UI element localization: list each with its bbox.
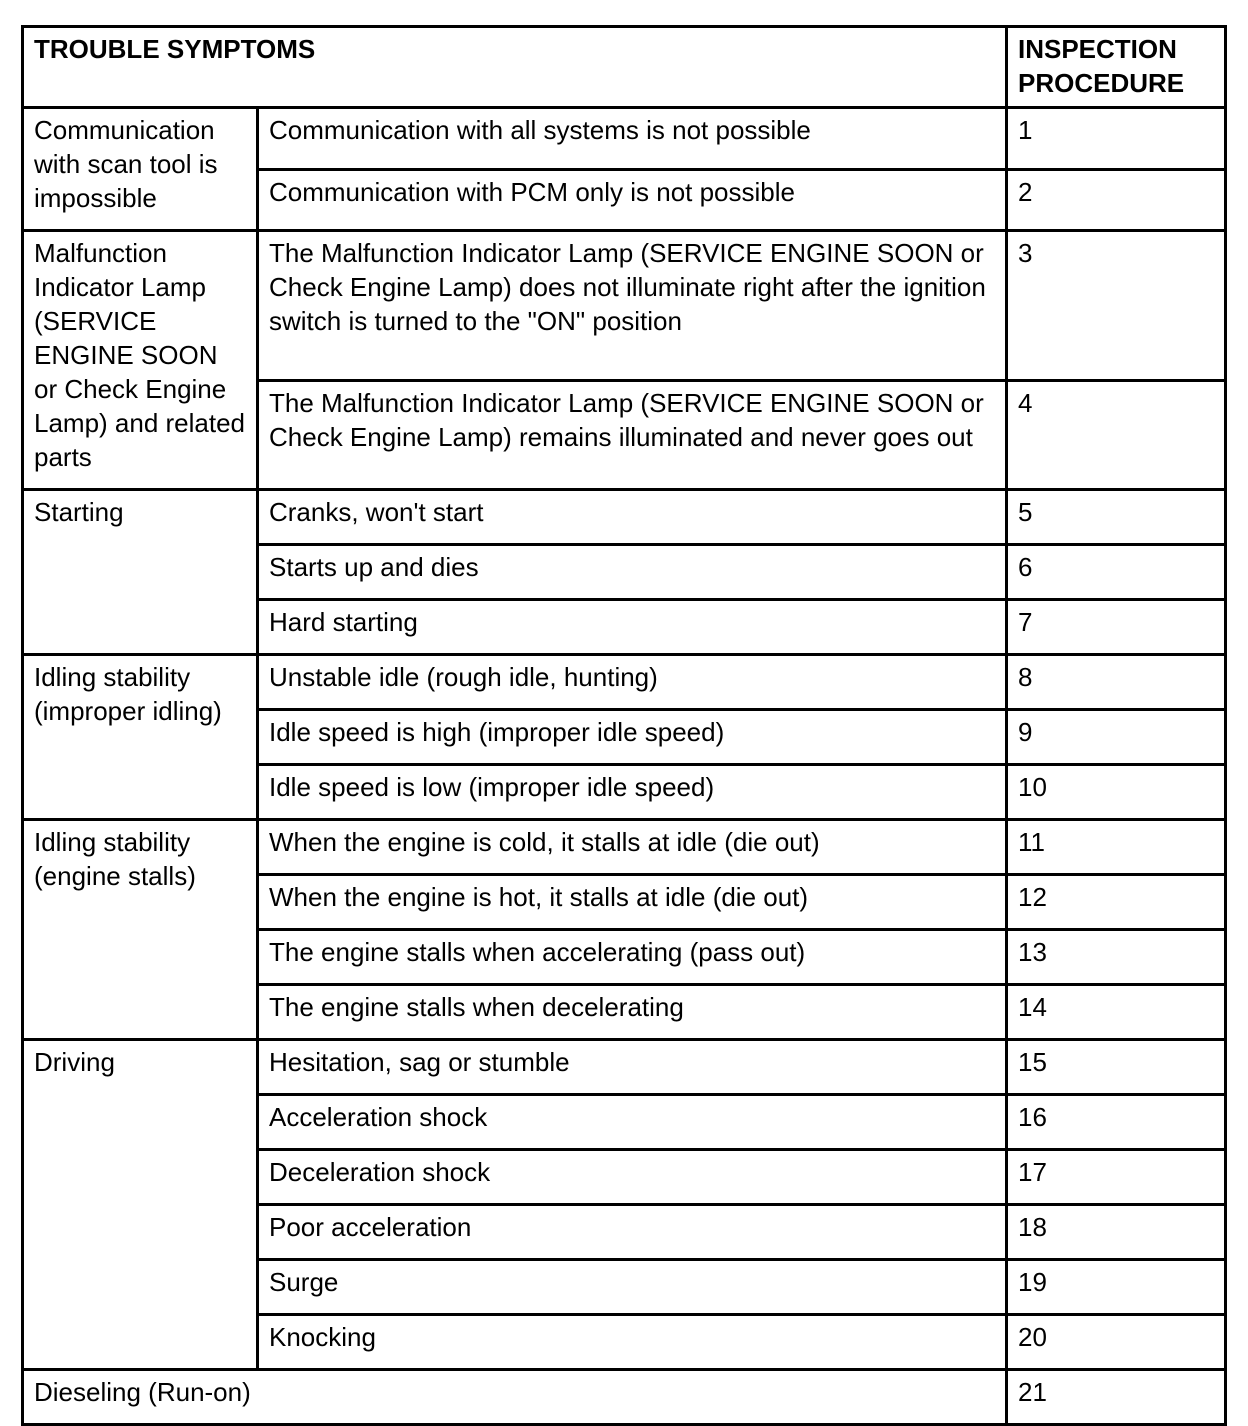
procedure-cell: 8 — [1007, 655, 1226, 710]
header-inspection-procedure: INSPECTION PROCEDURE — [1007, 27, 1226, 108]
symptom-cell: Knocking — [258, 1315, 1007, 1370]
procedure-cell: 13 — [1007, 930, 1226, 985]
procedure-cell: 15 — [1007, 1040, 1226, 1095]
procedure-cell: 19 — [1007, 1260, 1226, 1315]
procedure-cell: 6 — [1007, 545, 1226, 600]
procedure-cell: 21 — [1007, 1370, 1226, 1425]
symptom-cell: Unstable idle (rough idle, hunting) — [258, 655, 1007, 710]
symptom-cell: Communication with all systems is not possible — [258, 108, 1007, 170]
procedure-cell: 14 — [1007, 985, 1226, 1040]
group-label-idling-stalls: Idling stability (engine stalls) — [23, 820, 258, 1040]
symptom-cell: The engine stalls when decelerating — [258, 985, 1007, 1040]
procedure-cell: 7 — [1007, 600, 1226, 655]
procedure-cell: 10 — [1007, 765, 1226, 820]
symptom-cell: The engine stalls when accelerating (pass out) — [258, 930, 1007, 985]
procedure-cell: 12 — [1007, 875, 1226, 930]
symptom-cell: Starts up and dies — [258, 545, 1007, 600]
procedure-cell: 18 — [1007, 1205, 1226, 1260]
procedure-cell: 4 — [1007, 381, 1226, 490]
table-row — [23, 820, 1226, 875]
procedure-cell: 2 — [1007, 169, 1226, 231]
symptom-cell: Poor acceleration — [258, 1205, 1007, 1260]
symptom-cell: Idle speed is high (improper idle speed) — [258, 710, 1007, 765]
table-row — [23, 655, 1226, 710]
symptom-cell: Communication with PCM only is not possible — [258, 169, 1007, 231]
trouble-symptoms-table — [21, 25, 1227, 1426]
procedure-cell: 11 — [1007, 820, 1226, 875]
procedure-cell: 17 — [1007, 1150, 1226, 1205]
symptom-cell: The Malfunction Indicator Lamp (SERVICE ENGINE SOON or Check Engine Lamp) does not illuminate right after the ignition switch is turned to the "ON" position — [258, 231, 1007, 381]
table-row — [23, 1040, 1226, 1095]
header-trouble-symptoms: TROUBLE SYMPTOMS — [23, 27, 1007, 108]
group-label-driving: Driving — [23, 1040, 258, 1370]
symptom-cell: When the engine is cold, it stalls at idle (die out) — [258, 820, 1007, 875]
procedure-cell: 16 — [1007, 1095, 1226, 1150]
group-label-mil: Malfunction Indicator Lamp (SERVICE ENGINE SOON or Check Engine Lamp) and related parts — [23, 231, 258, 490]
group-label-idling-improper: Idling stability (improper idling) — [23, 655, 258, 820]
symptom-cell: Hard starting — [258, 600, 1007, 655]
procedure-cell: 5 — [1007, 490, 1226, 545]
symptom-cell: When the engine is hot, it stalls at idle (die out) — [258, 875, 1007, 930]
symptom-cell: Surge — [258, 1260, 1007, 1315]
table-row — [23, 1370, 1226, 1425]
footer-label-dieseling: Dieseling (Run-on) — [23, 1370, 1007, 1425]
table-row — [23, 231, 1226, 381]
procedure-cell: 20 — [1007, 1315, 1226, 1370]
group-label-starting: Starting — [23, 490, 258, 655]
symptom-cell: Cranks, won't start — [258, 490, 1007, 545]
procedure-cell: 9 — [1007, 710, 1226, 765]
symptom-cell: Acceleration shock — [258, 1095, 1007, 1150]
table-row — [23, 108, 1226, 170]
symptom-cell: The Malfunction Indicator Lamp (SERVICE ENGINE SOON or Check Engine Lamp) remains illuminated and never goes out — [258, 381, 1007, 490]
procedure-cell: 3 — [1007, 231, 1226, 381]
table-row — [23, 490, 1226, 545]
group-label-communication: Communication with scan tool is impossible — [23, 108, 258, 231]
procedure-cell: 1 — [1007, 108, 1226, 170]
symptom-cell: Deceleration shock — [258, 1150, 1007, 1205]
symptom-cell: Hesitation, sag or stumble — [258, 1040, 1007, 1095]
symptom-cell: Idle speed is low (improper idle speed) — [258, 765, 1007, 820]
header-row — [23, 27, 1226, 108]
